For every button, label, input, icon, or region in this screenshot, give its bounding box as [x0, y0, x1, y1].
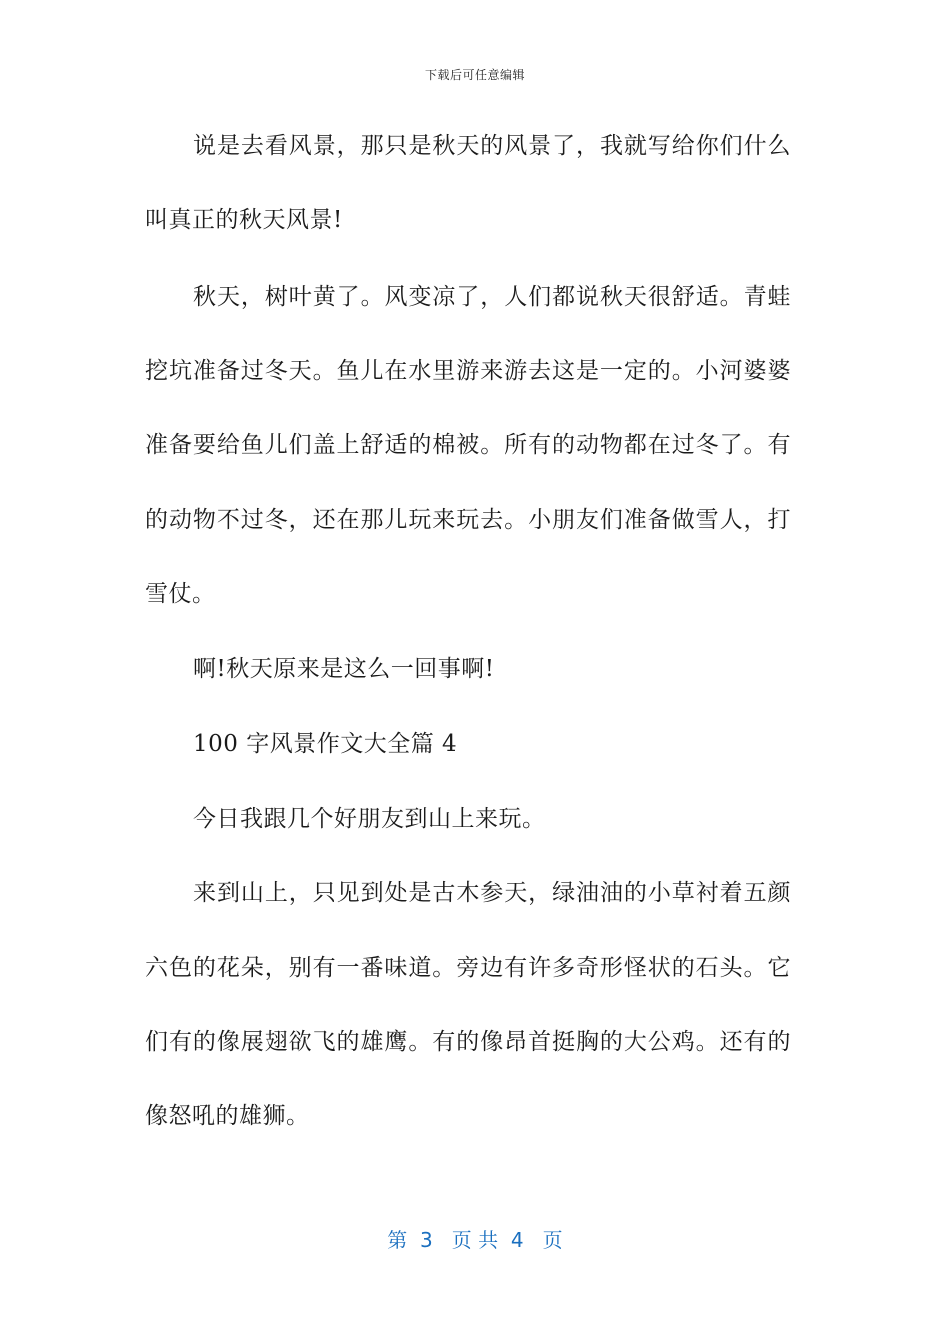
paragraph-line: 像怒吼的雄狮。 [145, 1103, 310, 1129]
section-heading: 100 字风景作文大全篇 4 [193, 731, 458, 757]
paragraph-line: 啊!秋天原来是这么一回事啊! [193, 656, 495, 682]
paragraph-line: 的动物不过冬，还在那儿玩来玩去。小朋友们准备做雪人，打 [145, 507, 791, 533]
paragraph-line: 说是去看风景，那只是秋天的风景了，我就写给你们什么 [193, 133, 791, 159]
paragraph-line: 今日我跟几个好朋友到山上来玩。 [193, 806, 546, 832]
paragraph-line: 雪仗。 [145, 581, 216, 607]
paragraph-line: 秋天，树叶黄了。风变凉了，人们都说秋天很舒适。青蛙 [193, 284, 791, 310]
paragraph-line: 们有的像展翅欲飞的雄鹰。有的像昂首挺胸的大公鸡。还有的 [145, 1029, 791, 1055]
paragraph-line: 叫真正的秋天风景! [145, 207, 343, 233]
paragraph-line: 挖坑准备过冬天。鱼儿在水里游来游去这是一定的。小河婆婆 [145, 358, 791, 384]
paragraph-line: 六色的花朵，别有一番味道。旁边有许多奇形怪状的石头。它 [145, 955, 791, 981]
paragraph-line: 来到山上，只见到处是古木参天，绿油油的小草衬着五颜 [193, 880, 791, 906]
page-number-footer: 第 3 页 共 4 页 [387, 1228, 563, 1252]
page-header: 下载后可任意编辑 [424, 68, 525, 82]
paragraph-line: 准备要给鱼儿们盖上舒适的棉被。所有的动物都在过冬了。有 [145, 432, 791, 458]
